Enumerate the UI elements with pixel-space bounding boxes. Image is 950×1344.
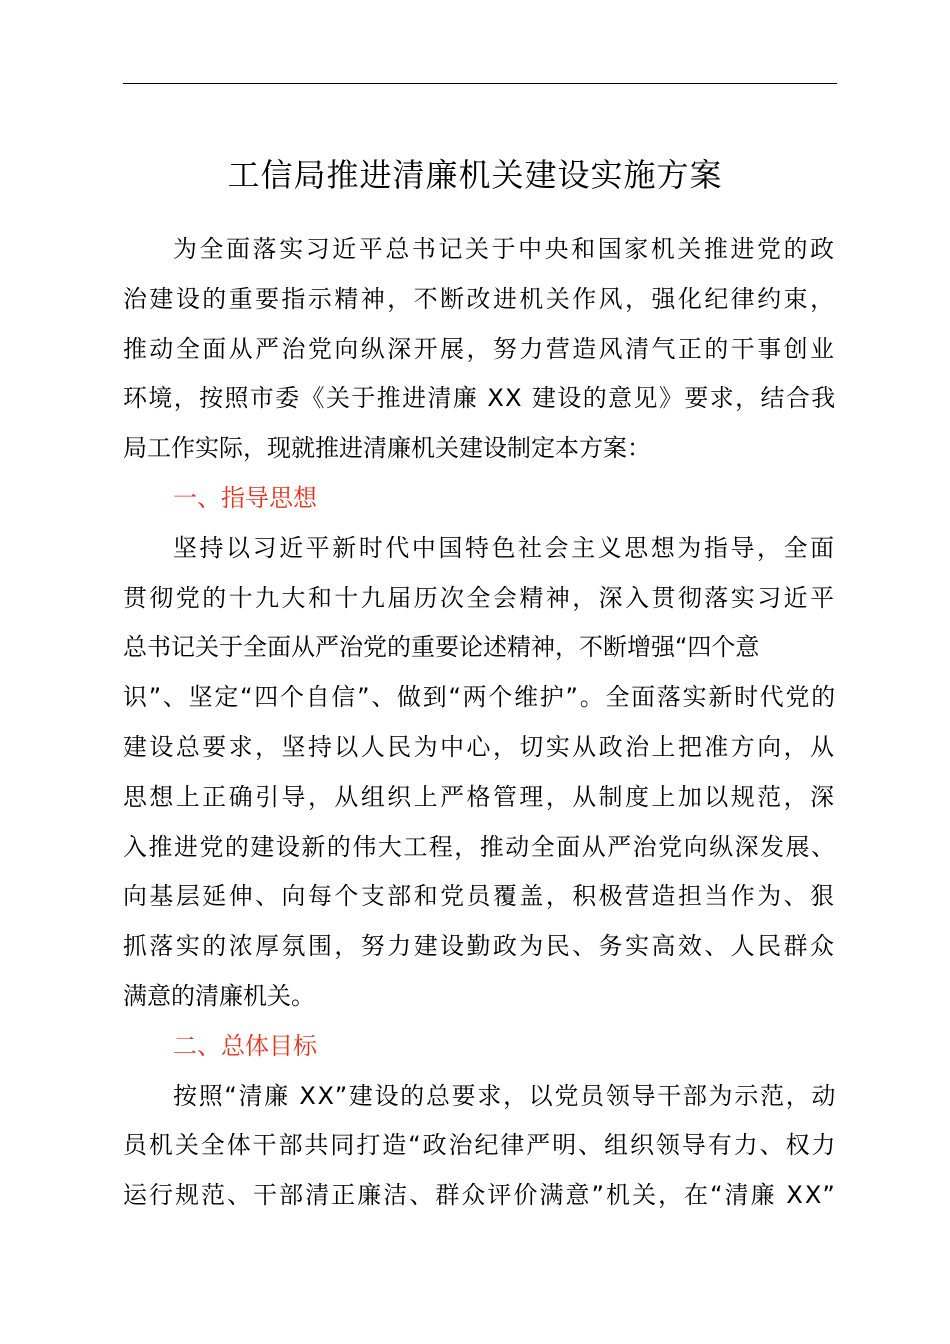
body-text-line: 局工作实际，现就推进清廉机关建设制定本方案： (123, 434, 651, 463)
body-text-line: 入推进党的建设新的伟大工程，推动全面从严治党向纵深发展、 (123, 832, 837, 861)
body-text-line: 运行规范、干部清正廉洁、群众评价满意”机关，在“清廉 XX” (123, 1181, 837, 1210)
body-text-line: 为全面落实习近平总书记关于中央和国家机关推进党的政 (173, 235, 837, 263)
body-text-line: 环境，按照市委《关于推进清廉 XX 建设的意见》要求，结合我 (123, 384, 837, 413)
body-text-line: 员机关全体干部共同打造“政治纪律严明、组织领导有力、权力 (123, 1131, 838, 1160)
body-text-line: 总书记关于全面从严治党的重要论述精神，不断增强“四个意 (123, 633, 760, 662)
section-heading: 一、指导思想 (173, 484, 317, 512)
body-text-line: 贯彻党的十九大和十九届历次全会精神，深入贯彻落实习近平 (123, 583, 837, 612)
body-text-line: 识”、坚定“四个自信”、做到“两个维护”。全面落实新时代党的 (123, 683, 837, 712)
body-text-line: 思想上正确引导，从组织上严格管理，从制度上加以规范，深 (123, 782, 837, 811)
body-text-line: 治建设的重要指示精神，不断改进机关作风，强化纪律约束， (123, 284, 837, 313)
body-text-line: 向基层延伸、向每个支部和党员覆盖，积极营造担当作为、狠 (123, 882, 837, 911)
header-rule (123, 83, 837, 84)
body-text-line: 建设总要求，坚持以人民为中心，切实从政治上把准方向，从 (123, 733, 837, 761)
section-heading: 二、总体目标 (173, 1031, 317, 1060)
body-text-line: 推动全面从严治党向纵深开展，努力营造风清气正的干事创业 (123, 334, 837, 363)
body-text-line: 抓落实的浓厚氛围，努力建设勤政为民、务实高效、人民群众 (123, 932, 837, 961)
body-text-line: 坚持以习近平新时代中国特色社会主义思想为指导，全面 (173, 533, 837, 562)
body-text-line: 满意的清廉机关。 (123, 982, 315, 1010)
document-title: 工信局推进清廉机关建设实施方案 (227, 156, 723, 194)
body-text-line: 按照“清廉 XX”建设的总要求，以党员领导干部为示范，动 (173, 1081, 838, 1110)
